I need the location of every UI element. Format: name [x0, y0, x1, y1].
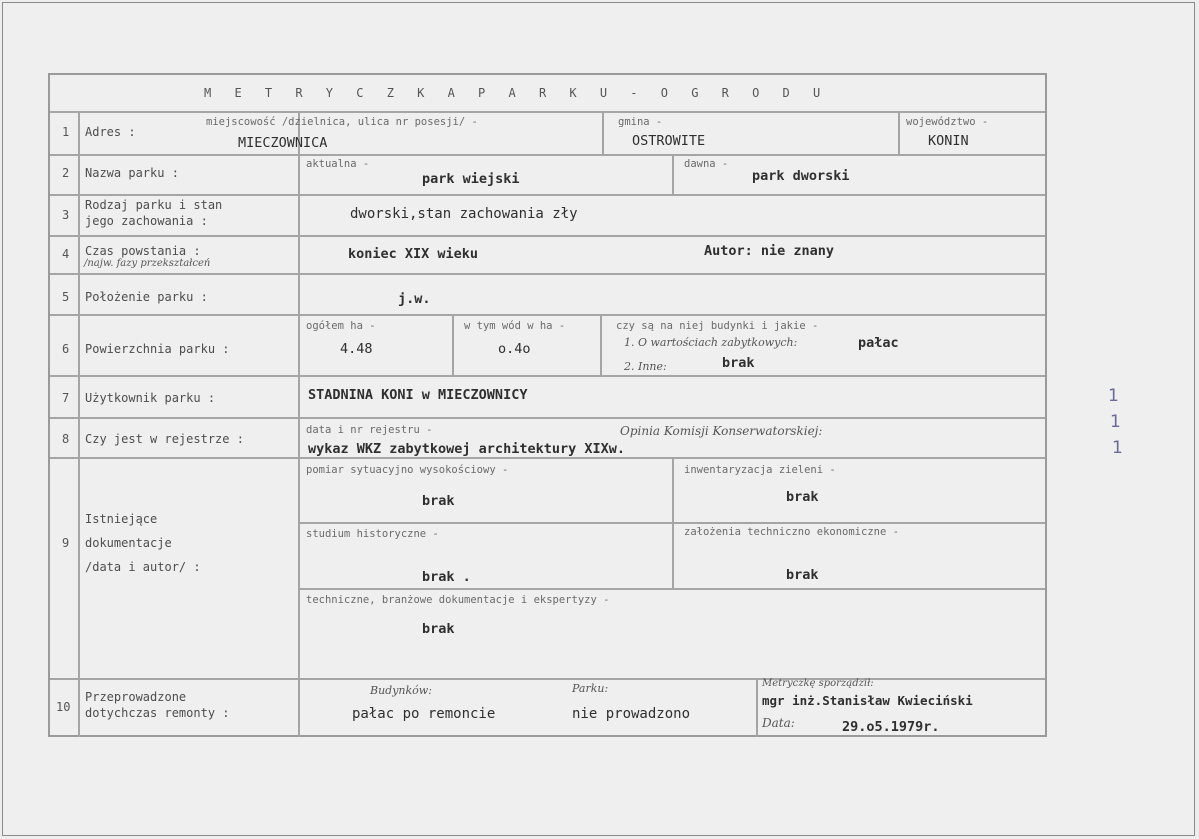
voivodeship-value: KONIN: [928, 133, 969, 149]
documentation-label: Istniejące: [85, 512, 158, 526]
survey-label: pomiar sytuacyjno wysokościowy -: [306, 464, 509, 476]
margin-mark: 1: [1108, 386, 1119, 406]
total-area-value: 4.48: [340, 341, 373, 357]
water-area-label: w tym wód w ha -: [464, 320, 566, 332]
park-type-value: dworski,stan zachowania zły: [350, 206, 578, 222]
total-area-label: ogółem ha -: [306, 320, 376, 332]
renovations-label: dotychczas remonty :: [85, 706, 230, 720]
prepared-by-value: mgr inż.Stanisław Kwieciński: [762, 693, 973, 708]
park-renovation-note: Parku:: [572, 682, 609, 695]
historical-study-value: brak .: [422, 569, 471, 585]
row-number: 4: [62, 247, 70, 261]
survey-value: brak: [422, 493, 455, 509]
creation-time-label: Czas powstania :: [85, 244, 201, 258]
register-date-label: data i nr rejestru -: [306, 424, 433, 436]
current-name-value: park wiejski: [422, 171, 520, 187]
technical-assumptions-label: założenia techniczno ekonomiczne -: [684, 526, 899, 538]
margin-mark: 1: [1110, 412, 1121, 432]
row-number: 8: [62, 432, 70, 446]
form-title: M E T R Y C Z K A P A R K U - O G R O D U: [204, 86, 829, 100]
creation-time-value: koniec XIX wieku: [348, 246, 479, 262]
former-name-value: park dworski: [752, 168, 850, 184]
park-type-label: Rodzaj parku i stan: [85, 198, 223, 212]
row-number: 6: [62, 342, 70, 356]
date-note: Data:: [762, 716, 795, 730]
prepared-by-note: Metryczkę sporządził:: [762, 678, 874, 689]
greenery-inventory-label: inwentaryzacja zieleni -: [684, 464, 836, 476]
former-name-label: dawna -: [684, 158, 729, 170]
location-label: Położenie parku :: [85, 290, 208, 304]
margin-mark: 1: [1112, 438, 1123, 458]
row-number: 3: [62, 208, 70, 222]
register-label: Czy jest w rejestrze :: [85, 432, 244, 446]
technical-docs-label: techniczne, branżowe dokumentacje i ekspertyzy -: [306, 594, 610, 606]
water-area-value: o.4o: [498, 341, 531, 357]
park-name-label: Nazwa parku :: [85, 166, 179, 180]
buildings-label: czy są na niej budynki i jakie -: [616, 320, 819, 332]
park-renovation-value: nie prowadzono: [572, 706, 691, 722]
locality-label: miejscowość /dzielnica, ulica nr posesji/ -: [206, 116, 478, 128]
park-type-label: jego zachowania :: [85, 214, 208, 228]
renovations-label: Przeprowadzone: [85, 690, 187, 704]
current-name-label: aktualna -: [306, 158, 370, 170]
historic-buildings-value: pałac: [858, 335, 899, 351]
row-number: 1: [62, 125, 70, 139]
row-number: 9: [62, 536, 70, 550]
other-buildings-note: 2. Inne:: [624, 360, 667, 373]
historical-study-label: studium historyczne -: [306, 528, 439, 540]
commune-value: OSTROWITE: [632, 133, 706, 149]
row-number: 7: [62, 391, 70, 405]
register-value: wykaz WKZ zabytkowej architektury XIXw.: [308, 441, 625, 457]
historic-buildings-note: 1. O wartościach zabytkowych:: [624, 336, 798, 349]
technical-assumptions-value: brak: [786, 567, 819, 583]
row-number: 10: [56, 700, 71, 714]
documentation-label: /data i autor/ :: [85, 560, 201, 574]
row-number: 2: [62, 166, 70, 180]
row-number: 5: [62, 290, 70, 304]
buildings-renovation-note: Budynków:: [370, 684, 432, 697]
date-value: 29.o5.1979r.: [842, 719, 940, 735]
commune-label: gmina -: [618, 116, 663, 128]
technical-docs-value: brak: [422, 621, 455, 637]
locality-value: MIECZOWNICA: [238, 135, 328, 151]
other-buildings-value: brak: [722, 355, 755, 371]
area-label: Powierzchnia parku :: [85, 342, 230, 356]
user-value: STADNINA KONI w MIECZOWNICY: [308, 387, 528, 403]
buildings-renovation-value: pałac po remoncie: [352, 706, 496, 722]
location-value: j.w.: [398, 291, 431, 307]
documentation-label: dokumentacje: [85, 536, 172, 550]
author-value: Autor: nie znany: [704, 243, 835, 259]
creation-time-note: /najw. fazy przekształceń: [84, 258, 211, 269]
user-label: Użytkownik parku :: [85, 391, 216, 405]
greenery-inventory-value: brak: [786, 489, 819, 505]
register-note: Opinia Komisji Konserwatorskiej:: [620, 424, 823, 438]
address-label: Adres :: [85, 125, 136, 139]
voivodeship-label: województwo -: [906, 116, 989, 128]
form-table: [48, 73, 1047, 737]
